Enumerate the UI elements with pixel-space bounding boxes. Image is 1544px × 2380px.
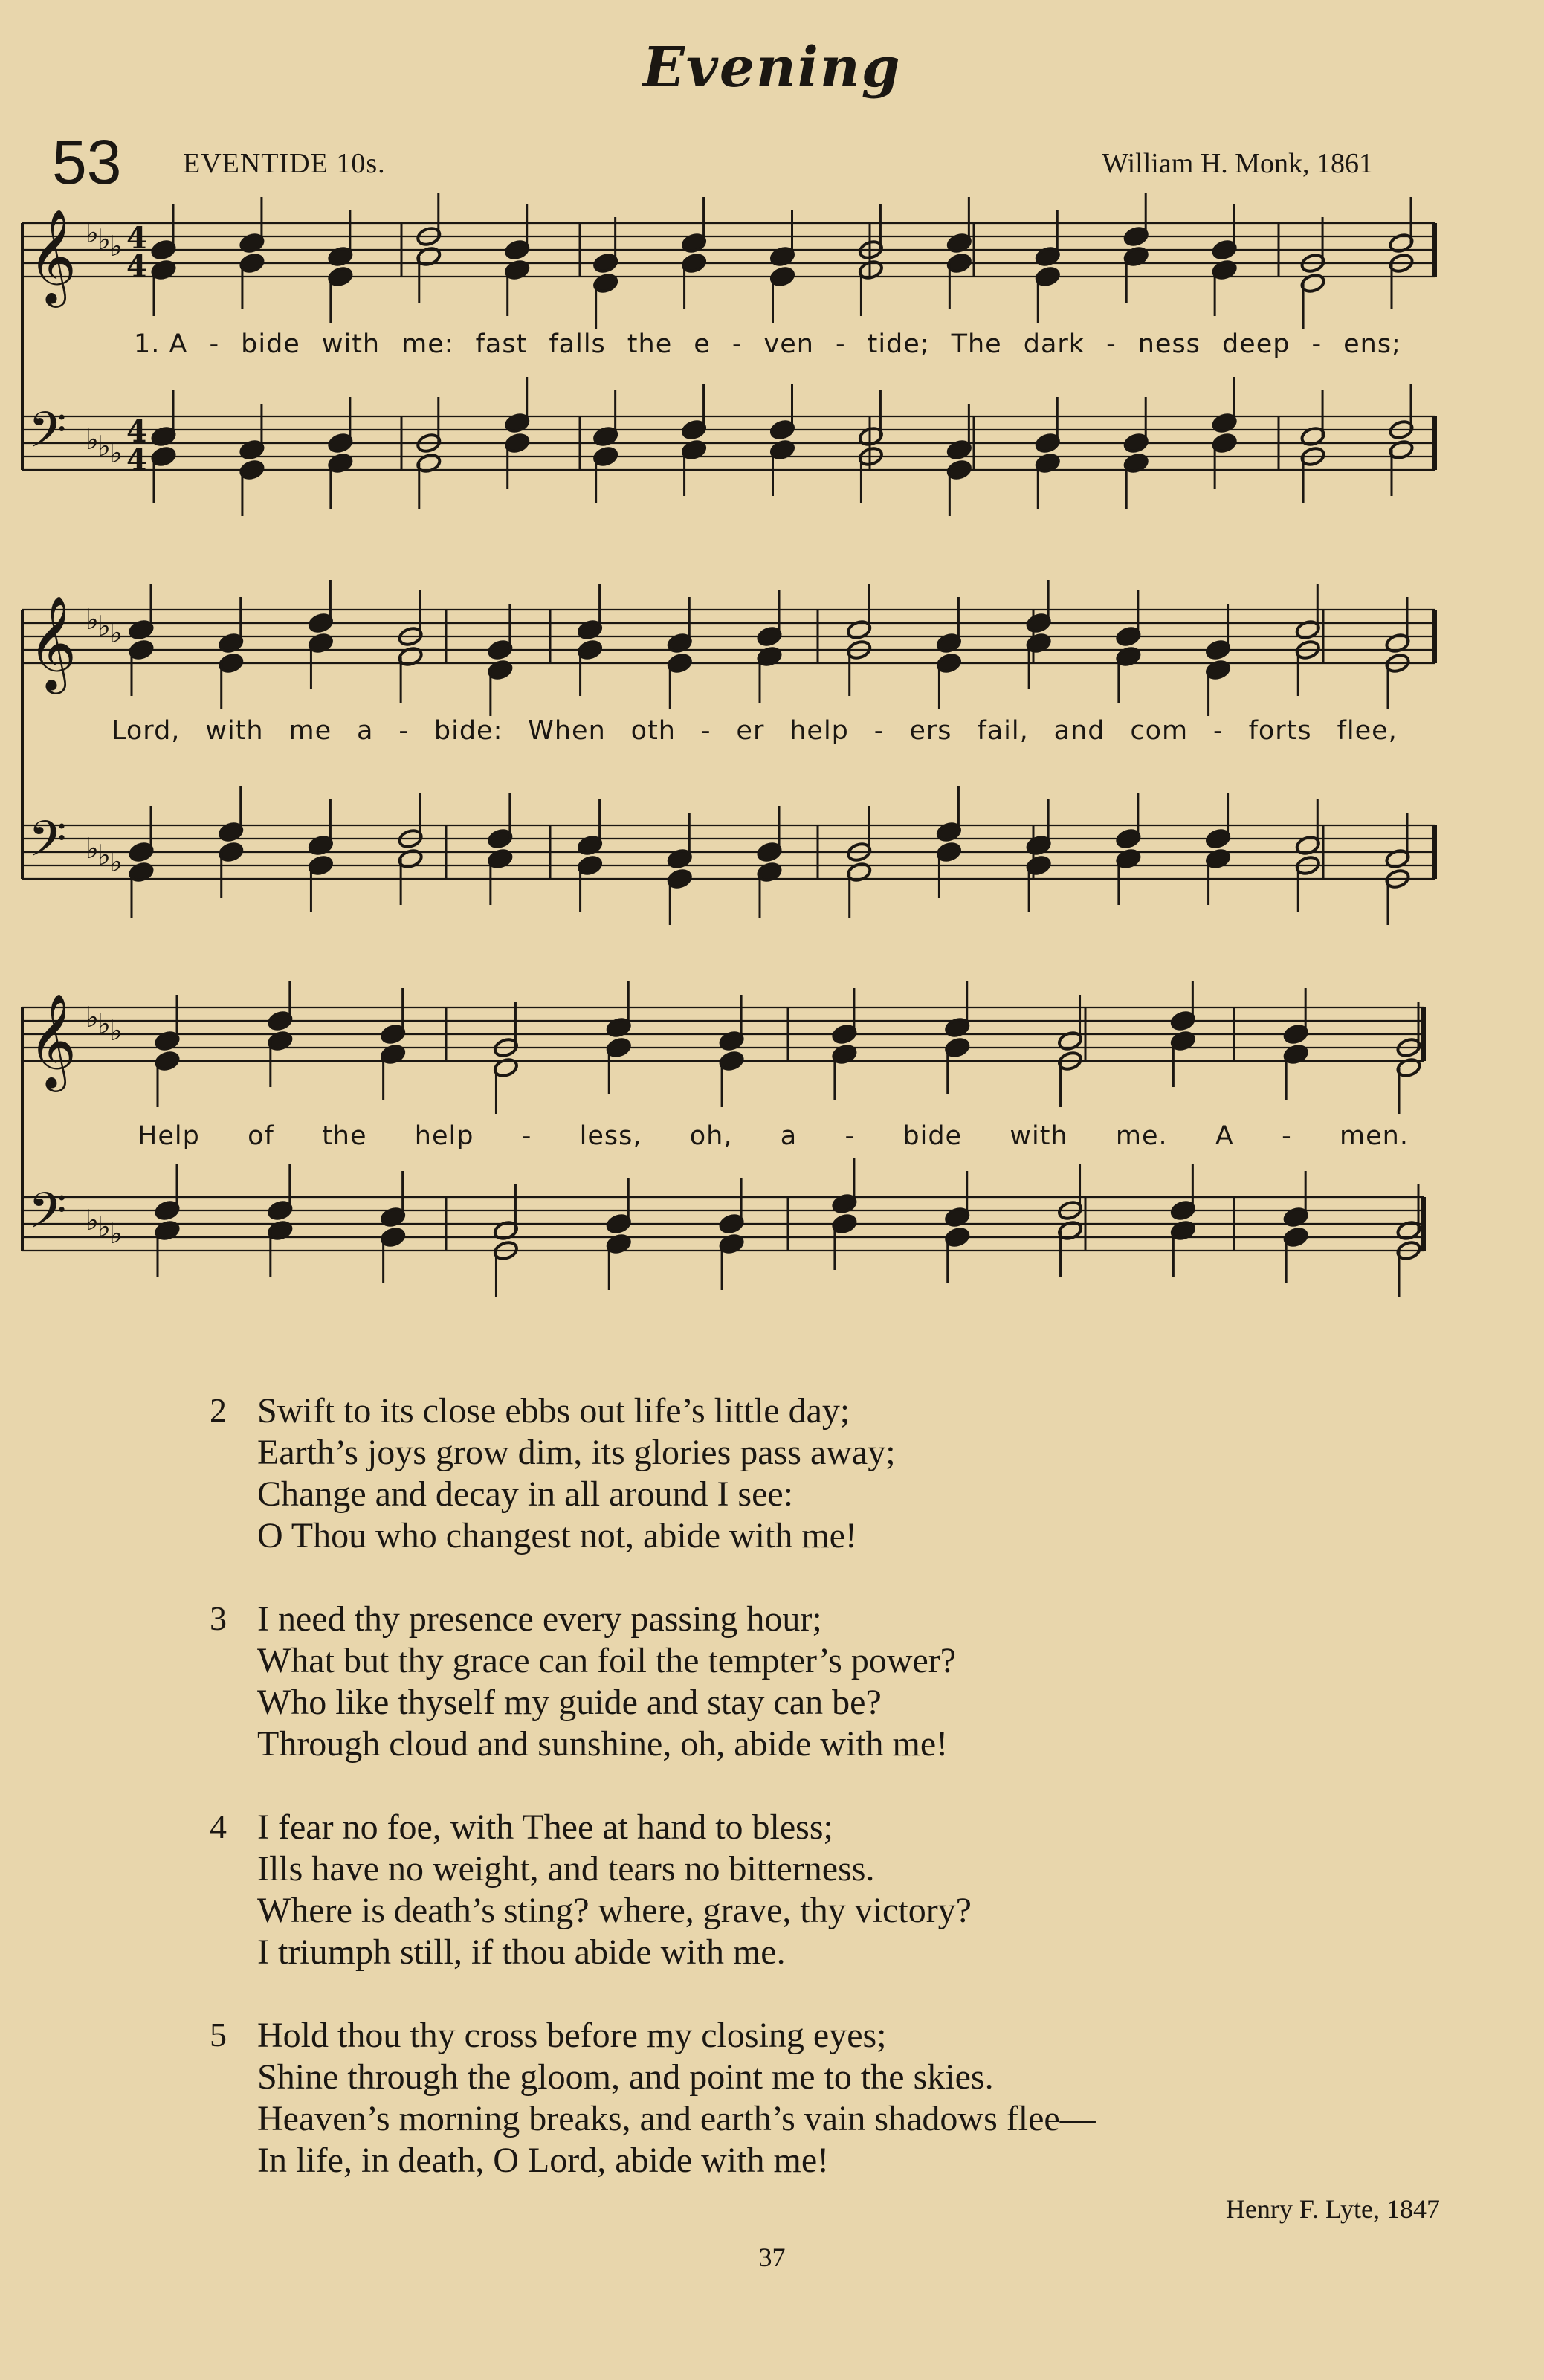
lyric-syllable: of bbox=[248, 1121, 274, 1151]
lyric-syllable: When bbox=[528, 716, 606, 746]
lyric-syllable: e bbox=[694, 329, 711, 359]
lyric-syllable: forts bbox=[1248, 716, 1312, 746]
flat-sign: ♭ bbox=[97, 1210, 111, 1243]
verse-line: Who like thyself my guide and stay can be? bbox=[257, 1683, 882, 1722]
verse-line: Shine through the gloom, and point me to the skies. bbox=[257, 2057, 994, 2097]
music-system bbox=[0, 580, 1544, 967]
lyric-syllable: - bbox=[1213, 716, 1224, 746]
lyric-syllable: fast bbox=[475, 329, 528, 359]
verse-number: 4 bbox=[210, 1807, 227, 1845]
lyric-syllable: with bbox=[205, 716, 264, 746]
verse bbox=[210, 1599, 1096, 1765]
author-credit: Henry F. Lyte, 1847 bbox=[1225, 2194, 1440, 2224]
lyric-syllable: tide; bbox=[867, 329, 930, 359]
treble-clef: 𝄞 bbox=[28, 208, 77, 303]
treble-clef: 𝄞 bbox=[28, 993, 77, 1088]
lyric-syllable: oth bbox=[630, 716, 676, 746]
bass-clef: 𝄢 bbox=[28, 401, 67, 471]
lyric-syllable: and bbox=[1053, 716, 1105, 746]
lyric-syllable: - bbox=[873, 716, 885, 746]
flat-sign: ♭ bbox=[85, 832, 99, 865]
lyric-syllable: help bbox=[414, 1121, 474, 1151]
lyric-syllable: less, bbox=[579, 1121, 642, 1151]
lyric-syllable: bide bbox=[241, 329, 300, 359]
verse-line: Heaven’s morning breaks, and earth’s vain shadows flee— bbox=[257, 2099, 1096, 2138]
lyric-syllable: bide bbox=[902, 1121, 963, 1151]
lyric-syllable: ven bbox=[763, 329, 814, 359]
verse-number: 3 bbox=[210, 1599, 227, 1637]
flat-sign: ♭ bbox=[97, 610, 111, 642]
verse bbox=[210, 1390, 1096, 1557]
lyric-syllable: a bbox=[357, 716, 374, 746]
flat-sign: ♭ bbox=[97, 223, 111, 256]
lyric-syllable: falls bbox=[549, 329, 606, 359]
music-system bbox=[0, 981, 1544, 1368]
lyric-syllable: Help bbox=[138, 1121, 200, 1151]
composer-credit: William H. Monk, 1861 bbox=[1102, 148, 1373, 179]
lyric-syllable: help bbox=[789, 716, 849, 746]
bass-clef: 𝄢 bbox=[28, 1182, 67, 1251]
flat-sign: ♭ bbox=[109, 616, 123, 649]
lyric-syllable: oh, bbox=[689, 1121, 733, 1151]
lyric-syllable: me: bbox=[401, 329, 454, 359]
lyric-line bbox=[134, 329, 1401, 359]
lyric-syllable: fail, bbox=[977, 716, 1029, 746]
lyric-syllable: - bbox=[1282, 1121, 1292, 1151]
verse-line: I fear no foe, with Thee at hand to bless; bbox=[257, 1807, 833, 1847]
time-signature-top: 4 bbox=[126, 414, 147, 449]
lyric-syllable: deep bbox=[1221, 329, 1291, 359]
lyric-syllable: 1. A bbox=[134, 329, 188, 359]
verse-number: 5 bbox=[210, 2016, 227, 2054]
lyric-syllable: A bbox=[1215, 1121, 1234, 1151]
verse-line: Change and decay in all around I see: bbox=[257, 1474, 794, 1514]
time-signature-top: 4 bbox=[126, 221, 147, 256]
verse-line: I triumph still, if thou abide with me. bbox=[257, 1932, 786, 1972]
flat-sign: ♭ bbox=[97, 839, 111, 871]
flat-sign: ♭ bbox=[109, 230, 123, 262]
lyric-syllable: - bbox=[209, 329, 220, 359]
lyric-syllable: the bbox=[627, 329, 673, 359]
lyric-syllable: dark bbox=[1023, 329, 1085, 359]
verse-line: Through cloud and sunshine, oh, abide with me! bbox=[257, 1724, 949, 1764]
flat-sign: ♭ bbox=[97, 430, 111, 462]
lyric-syllable: a bbox=[780, 1121, 798, 1151]
flat-sign: ♭ bbox=[85, 1204, 99, 1236]
flat-sign: ♭ bbox=[109, 1217, 123, 1250]
lyric-syllable: - bbox=[521, 1121, 532, 1151]
flat-sign: ♭ bbox=[109, 1014, 123, 1047]
lyric-syllable: the bbox=[322, 1121, 367, 1151]
treble-clef: 𝄞 bbox=[28, 595, 77, 690]
verse-line: Swift to its close ebbs out life’s little day; bbox=[257, 1391, 850, 1431]
verse-line: In life, in death, O Lord, abide with me! bbox=[257, 2141, 830, 2180]
lyric-syllable: bide: bbox=[433, 716, 503, 746]
section-title: Evening bbox=[642, 36, 902, 100]
lyric-syllable: - bbox=[700, 716, 711, 746]
lyric-syllable: flee, bbox=[1337, 716, 1398, 746]
lyric-line bbox=[112, 716, 1398, 746]
hymn-number: 53 bbox=[52, 127, 122, 197]
tune-name: EVENTIDE 10s. bbox=[183, 148, 386, 179]
lyric-syllable: - bbox=[1311, 329, 1322, 359]
lyric-syllable: - bbox=[398, 716, 409, 746]
lyric-syllable: ens; bbox=[1343, 329, 1401, 359]
lyric-syllable: with bbox=[321, 329, 381, 359]
music-system bbox=[0, 193, 1544, 580]
time-signature-bottom: 4 bbox=[126, 249, 147, 284]
lyric-line bbox=[138, 1121, 1409, 1151]
lyric-syllable: ers bbox=[909, 716, 952, 746]
verse-line: Hold thou thy cross before my closing eyes; bbox=[257, 2016, 887, 2055]
verse-line: Ills have no weight, and tears no bitterness. bbox=[257, 1849, 875, 1889]
time-signature-bottom: 4 bbox=[126, 442, 147, 477]
lyric-syllable: - bbox=[1106, 329, 1117, 359]
lyric-syllable: The bbox=[951, 329, 1002, 359]
flat-sign: ♭ bbox=[85, 423, 99, 456]
verse-number: 2 bbox=[210, 1391, 227, 1429]
flat-sign: ♭ bbox=[85, 603, 99, 636]
lyric-syllable: com bbox=[1130, 716, 1189, 746]
lyric-syllable: ness bbox=[1137, 329, 1201, 359]
lyric-syllable: - bbox=[844, 1121, 856, 1151]
flat-sign: ♭ bbox=[97, 1007, 111, 1040]
verse-line: I need thy presence every passing hour; bbox=[257, 1599, 822, 1639]
page-number: 37 bbox=[758, 2242, 786, 2272]
verse bbox=[210, 1807, 1096, 1973]
verse bbox=[210, 2015, 1096, 2181]
lyric-syllable: me bbox=[288, 716, 332, 746]
verses bbox=[210, 1390, 1096, 2223]
verse-line: Earth’s joys grow dim, its glories pass away; bbox=[257, 1433, 896, 1472]
flat-sign: ♭ bbox=[85, 1001, 99, 1033]
lyric-syllable: - bbox=[731, 329, 743, 359]
lyric-syllable: - bbox=[835, 329, 846, 359]
verse-line: What but thy grace can foil the tempter’s power? bbox=[257, 1641, 957, 1680]
lyric-syllable: me. bbox=[1115, 1121, 1168, 1151]
lyric-syllable: er bbox=[736, 716, 765, 746]
flat-sign: ♭ bbox=[109, 845, 123, 878]
verse-line: O Thou who changest not, abide with me! bbox=[257, 1516, 857, 1555]
lyric-syllable: with bbox=[1010, 1121, 1068, 1151]
lyric-syllable: Lord, bbox=[112, 716, 181, 746]
flat-sign: ♭ bbox=[85, 216, 99, 249]
lyric-syllable: men. bbox=[1340, 1121, 1409, 1151]
bass-clef: 𝄢 bbox=[28, 810, 67, 880]
flat-sign: ♭ bbox=[109, 436, 123, 469]
verse-line: Where is death’s sting? where, grave, thy victory? bbox=[257, 1891, 972, 1930]
